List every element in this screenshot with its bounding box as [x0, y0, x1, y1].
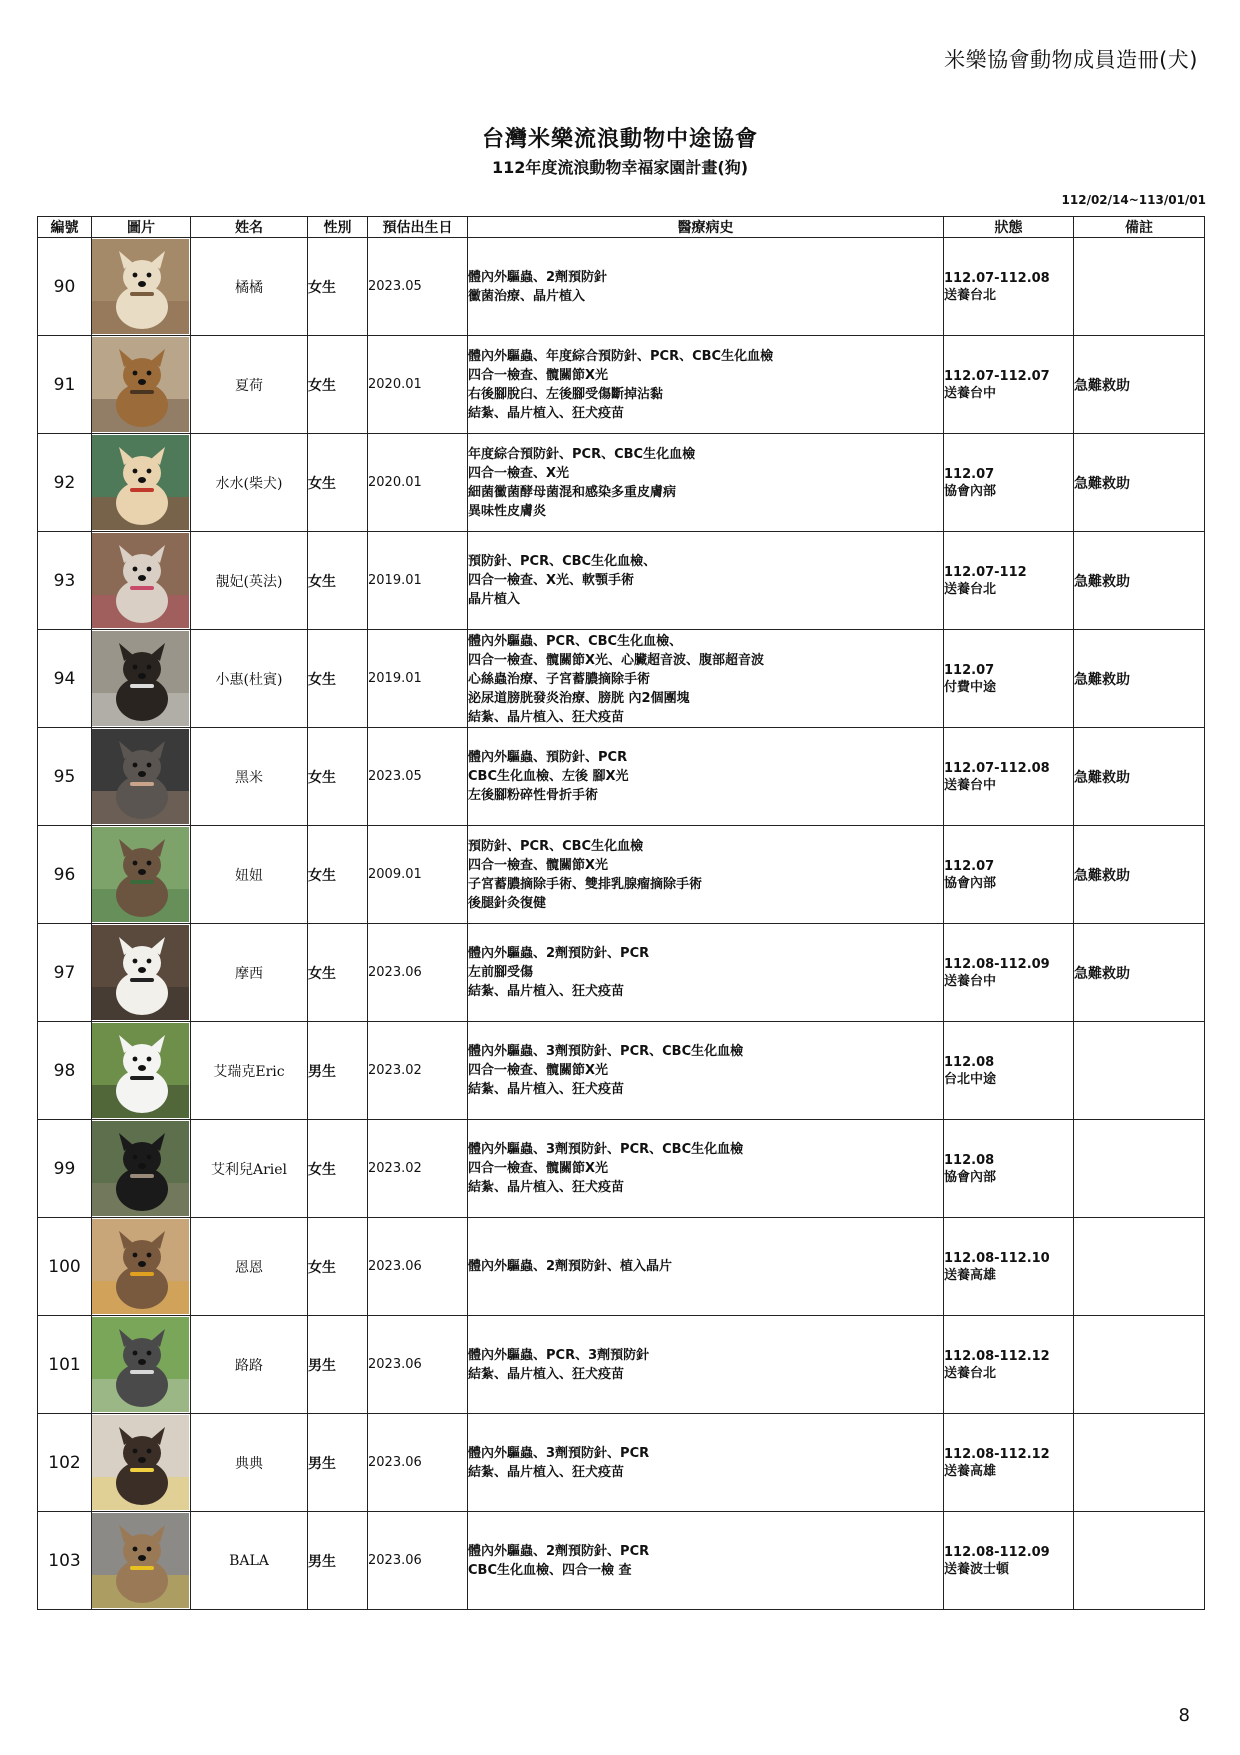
table-row [38, 630, 1205, 728]
animal-photo-cell [92, 434, 191, 532]
dog-photo-icon [92, 827, 189, 922]
corner-title: 米樂協會動物成員造冊(犬) [944, 48, 1198, 72]
medical-history [468, 336, 944, 434]
animal-note: 急難救助 [1074, 728, 1205, 826]
medical-history-line: 右後腳脫臼、左後腳受傷斷掉沾黏 [468, 386, 664, 402]
medical-history-line: 子宮蓄膿摘除手術、雙排乳腺瘤摘除手術 [468, 876, 703, 892]
status-date-range: 112.08-112.09 [944, 1544, 1050, 1560]
table-row [38, 1512, 1205, 1610]
animal-birth-date: 2023.06 [368, 1316, 468, 1414]
medical-history-line: 體內外驅蟲、2劑預防針 [468, 269, 608, 285]
animal-name: BALA [191, 1512, 308, 1610]
medical-history-line: 體內外驅蟲、年度綜合預防針、PCR、CBC生化血檢 [468, 348, 774, 364]
medical-history [468, 826, 944, 924]
dog-photo-icon [92, 239, 189, 334]
column-header-medical: 醫療病史 [468, 217, 944, 238]
animal-photo-cell [92, 1022, 191, 1120]
status-date-range: 112.08 [944, 1152, 995, 1168]
medical-history [468, 630, 944, 728]
status-date-range: 112.08-112.09 [944, 956, 1050, 972]
animal-sex: 女生 [308, 1120, 368, 1218]
medical-history-line: CBC生化血檢、四合一檢 查 [468, 1562, 632, 1578]
animal-birth-date: 2019.01 [368, 532, 468, 630]
animal-photo-cell [92, 924, 191, 1022]
animal-birth-date: 2023.06 [368, 1414, 468, 1512]
animal-note [1074, 1120, 1205, 1218]
medical-history-line: CBC生化血檢、左後 腳X光 [468, 769, 629, 784]
column-header-notes: 備註 [1074, 217, 1205, 238]
animal-id: 90 [38, 238, 92, 336]
medical-history-line: 體內外驅蟲、3劑預防針、PCR、CBC生化血檢 [468, 1142, 744, 1157]
animal-birth-date: 2020.01 [368, 336, 468, 434]
medical-history-line: 四合一檢查、髖關節X光 [468, 1063, 609, 1078]
animal-id: 98 [38, 1022, 92, 1120]
animal-photo-cell [92, 630, 191, 728]
animal-name: 橘橘 [191, 238, 308, 336]
animal-sex: 男生 [308, 1316, 368, 1414]
medical-history-line: 年度綜合預防針、PCR、CBC生化血檢 [468, 446, 696, 462]
animal-note: 急難救助 [1074, 630, 1205, 728]
status-placement: 送養台中 [944, 777, 997, 793]
animal-photo-cell [92, 336, 191, 434]
medical-history [468, 1120, 944, 1218]
animal-sex: 女生 [308, 238, 368, 336]
animal-status [944, 924, 1074, 1022]
table-row [38, 1218, 1205, 1316]
status-placement: 協會內部 [944, 875, 997, 891]
animal-status [944, 1218, 1074, 1316]
animal-status [944, 1022, 1074, 1120]
animal-name: 靚妃(英法) [191, 532, 308, 630]
column-header-id: 編號 [38, 217, 92, 238]
status-date-range: 112.08-112.12 [944, 1446, 1050, 1462]
status-date-range: 112.07 [944, 662, 995, 678]
medical-history [468, 434, 944, 532]
animal-photo-cell [92, 1316, 191, 1414]
dog-photo-icon [92, 435, 189, 530]
animal-id: 97 [38, 924, 92, 1022]
status-date-range: 112.08-112.10 [944, 1250, 1050, 1266]
dog-photo-icon [92, 1023, 189, 1118]
status-date-range: 112.08-112.12 [944, 1348, 1050, 1364]
column-header-photo: 圖片 [92, 217, 191, 238]
animal-photo-cell [92, 826, 191, 924]
animal-note: 急難救助 [1074, 826, 1205, 924]
medical-history-line: 四合一檢查、髖關節X光 [468, 367, 609, 383]
medical-history [468, 238, 944, 336]
animal-birth-date: 2023.06 [368, 924, 468, 1022]
animal-name: 妞妞 [191, 826, 308, 924]
medical-history-line: 體內外驅蟲、PCR、CBC生化血檢、 [468, 634, 683, 649]
status-placement: 送養台中 [944, 973, 997, 989]
page-number: 8 [1178, 1705, 1190, 1726]
animal-name: 摩西 [191, 924, 308, 1022]
medical-history-line: 晶片植入 [468, 592, 521, 607]
animal-note: 急難救助 [1074, 924, 1205, 1022]
medical-history [468, 532, 944, 630]
animal-note [1074, 238, 1205, 336]
animal-birth-date: 2023.06 [368, 1512, 468, 1610]
animal-note [1074, 1512, 1205, 1610]
animal-note [1074, 1414, 1205, 1512]
dog-photo-icon [92, 337, 189, 432]
animal-sex: 女生 [308, 434, 368, 532]
animal-photo-cell [92, 1218, 191, 1316]
medical-history-line: 黴菌治療、晶片植入 [468, 288, 586, 304]
animal-birth-date: 2023.06 [368, 1218, 468, 1316]
period-range: 112/02/14~113/01/01 [1061, 193, 1206, 207]
animal-status [944, 238, 1074, 336]
column-header-sex: 性別 [308, 217, 368, 238]
animal-sex: 女生 [308, 924, 368, 1022]
animal-id: 92 [38, 434, 92, 532]
status-date-range: 112.07-112.08 [944, 760, 1050, 776]
animal-sex: 女生 [308, 728, 368, 826]
animal-photo-cell [92, 728, 191, 826]
medical-history-line: 四合一檢查、X光 [468, 465, 570, 481]
animal-name: 恩恩 [191, 1218, 308, 1316]
table-row [38, 1022, 1205, 1120]
dog-photo-icon [92, 1219, 189, 1314]
table-row [38, 728, 1205, 826]
dog-photo-icon [92, 925, 189, 1020]
medical-history-line: 四合一檢查、髖關節X光、心臟超音波、腹部超音波 [468, 653, 765, 668]
medical-history-line: 體內外驅蟲、3劑預防針、PCR、CBC生化血檢 [468, 1044, 744, 1059]
dog-photo-icon [92, 729, 189, 824]
status-placement: 送養台中 [944, 385, 997, 401]
medical-history-line: 結紮、晶片植入、狂犬疫苗 [468, 1464, 625, 1480]
animal-photo-cell [92, 532, 191, 630]
table-row [38, 336, 1205, 434]
medical-history-line: 結紮、晶片植入、狂犬疫苗 [468, 710, 625, 725]
status-date-range: 112.08 [944, 1054, 995, 1070]
medical-history-line: 預防針、PCR、CBC生化血檢、 [468, 554, 657, 569]
animal-status [944, 826, 1074, 924]
status-placement: 台北中途 [944, 1071, 997, 1087]
animal-id: 93 [38, 532, 92, 630]
animal-note [1074, 1218, 1205, 1316]
dog-photo-icon [92, 533, 189, 628]
status-placement: 送養台北 [944, 1365, 997, 1381]
animal-birth-date: 2019.01 [368, 630, 468, 728]
animal-sex: 男生 [308, 1022, 368, 1120]
document-title: 台灣米樂流浪動物中途協會 [481, 127, 758, 152]
animal-status [944, 1414, 1074, 1512]
animal-photo-cell [92, 1414, 191, 1512]
medical-history-line: 體內外驅蟲、2劑預防針、植入晶片 [468, 1259, 673, 1274]
dog-photo-icon [92, 1513, 189, 1608]
table-row [38, 1414, 1205, 1512]
animal-name: 黑米 [191, 728, 308, 826]
medical-history-line: 結紮、晶片植入、狂犬疫苗 [468, 984, 625, 999]
medical-history [468, 1022, 944, 1120]
medical-history-line: 後腿針灸復健 [468, 895, 547, 911]
animal-name: 夏荷 [191, 336, 308, 434]
medical-history-line: 結紮、晶片植入、狂犬疫苗 [468, 1082, 625, 1097]
animal-status [944, 532, 1074, 630]
animal-note: 急難救助 [1074, 532, 1205, 630]
status-placement: 送養高雄 [944, 1463, 997, 1479]
medical-history-line: 四合一檢查、X光、軟顎手術 [468, 573, 635, 588]
animal-photo-cell [92, 238, 191, 336]
table-row [38, 1120, 1205, 1218]
animal-status [944, 1316, 1074, 1414]
dog-photo-icon [92, 1121, 189, 1216]
status-placement: 送養高雄 [944, 1267, 997, 1283]
status-date-range: 112.07-112 [944, 564, 1027, 580]
animal-id: 91 [38, 336, 92, 434]
medical-history-line: 四合一檢查、髖關節X光 [468, 857, 609, 873]
animal-id: 103 [38, 1512, 92, 1610]
animal-sex: 女生 [308, 532, 368, 630]
medical-history-line: 體內外驅蟲、預防針、PCR [468, 750, 628, 765]
column-header-name: 姓名 [191, 217, 308, 238]
animal-birth-date: 2023.02 [368, 1022, 468, 1120]
animal-photo-cell [92, 1512, 191, 1610]
table-header-row [38, 217, 1205, 238]
status-placement: 付費中途 [944, 679, 997, 695]
medical-history-line: 細菌黴菌酵母菌混和感染多重皮膚病 [468, 484, 677, 500]
animal-status [944, 336, 1074, 434]
animal-register-table [37, 216, 1205, 1610]
animal-birth-date: 2020.01 [368, 434, 468, 532]
animal-status [944, 728, 1074, 826]
medical-history-line: 左前腳受傷 [468, 965, 534, 980]
animal-status [944, 1512, 1074, 1610]
animal-birth-date: 2023.05 [368, 728, 468, 826]
animal-sex: 男生 [308, 1512, 368, 1610]
medical-history-line: 左後腳粉碎性骨折手術 [468, 788, 599, 803]
medical-history-line: 體內外驅蟲、3劑預防針、PCR [468, 1445, 650, 1461]
animal-note [1074, 1022, 1205, 1120]
medical-history-line: 泌尿道膀胱發炎治療、膀胱 內2個團塊 [468, 691, 690, 706]
animal-note: 急難救助 [1074, 434, 1205, 532]
medical-history-line: 結紮、晶片植入、狂犬疫苗 [468, 1366, 625, 1382]
medical-history-line: 心絲蟲治療、子宮蓄膿摘除手術 [468, 672, 651, 687]
animal-id: 102 [38, 1414, 92, 1512]
animal-sex: 女生 [308, 630, 368, 728]
animal-id: 96 [38, 826, 92, 924]
medical-history [468, 1414, 944, 1512]
animal-birth-date: 2009.01 [368, 826, 468, 924]
animal-sex: 女生 [308, 1218, 368, 1316]
status-placement: 協會內部 [944, 483, 997, 499]
animal-birth-date: 2023.05 [368, 238, 468, 336]
animal-name: 艾利兒Ariel [191, 1120, 308, 1218]
table-row [38, 826, 1205, 924]
animal-name: 水水(柴犬) [191, 434, 308, 532]
medical-history-line: 體內外驅蟲、2劑預防針、PCR [468, 946, 650, 961]
column-header-status: 狀態 [944, 217, 1074, 238]
status-placement: 送養台北 [944, 287, 997, 303]
status-placement: 送養波士頓 [944, 1561, 1010, 1577]
animal-note [1074, 1316, 1205, 1414]
medical-history [468, 1316, 944, 1414]
table-row [38, 532, 1205, 630]
column-header-birth: 預估出生日 [368, 217, 468, 238]
animal-name: 路路 [191, 1316, 308, 1414]
animal-id: 95 [38, 728, 92, 826]
medical-history-line: 結紮、晶片植入、狂犬疫苗 [468, 1180, 625, 1195]
animal-id: 94 [38, 630, 92, 728]
medical-history-line: 異味性皮膚炎 [468, 503, 547, 519]
table-row [38, 434, 1205, 532]
animal-name: 典典 [191, 1414, 308, 1512]
animal-birth-date: 2023.02 [368, 1120, 468, 1218]
status-date-range: 112.07-112.08 [944, 270, 1050, 286]
table-row [38, 238, 1205, 336]
status-date-range: 112.07 [944, 858, 995, 874]
dog-photo-icon [92, 1415, 189, 1510]
dog-photo-icon [92, 631, 189, 726]
document-subtitle: 112年度流浪動物幸福家園計畫(狗) [491, 158, 749, 177]
medical-history-line: 體內外驅蟲、PCR、3劑預防針 [468, 1347, 650, 1363]
status-date-range: 112.07 [944, 466, 995, 482]
animal-name: 艾瑞克Eric [191, 1022, 308, 1120]
dog-photo-icon [92, 1317, 189, 1412]
animal-status [944, 630, 1074, 728]
medical-history-line: 預防針、PCR、CBC生化血檢 [468, 838, 644, 854]
animal-name: 小惠(杜賓) [191, 630, 308, 728]
medical-history [468, 1218, 944, 1316]
table-row [38, 1316, 1205, 1414]
status-date-range: 112.07-112.07 [944, 368, 1050, 384]
table-row [38, 924, 1205, 1022]
animal-id: 99 [38, 1120, 92, 1218]
animal-status [944, 1120, 1074, 1218]
animal-id: 100 [38, 1218, 92, 1316]
medical-history [468, 1512, 944, 1610]
animal-sex: 女生 [308, 826, 368, 924]
animal-note: 急難救助 [1074, 336, 1205, 434]
animal-status [944, 434, 1074, 532]
animal-sex: 男生 [308, 1414, 368, 1512]
animal-photo-cell [92, 1120, 191, 1218]
medical-history-line: 結紮、晶片植入、狂犬疫苗 [468, 405, 625, 421]
status-placement: 協會內部 [944, 1169, 997, 1185]
animal-sex: 女生 [308, 336, 368, 434]
medical-history [468, 924, 944, 1022]
status-placement: 送養台北 [944, 581, 997, 597]
medical-history [468, 728, 944, 826]
medical-history-line: 體內外驅蟲、2劑預防針、PCR [468, 1543, 650, 1559]
animal-id: 101 [38, 1316, 92, 1414]
medical-history-line: 四合一檢查、髖關節X光 [468, 1161, 609, 1176]
